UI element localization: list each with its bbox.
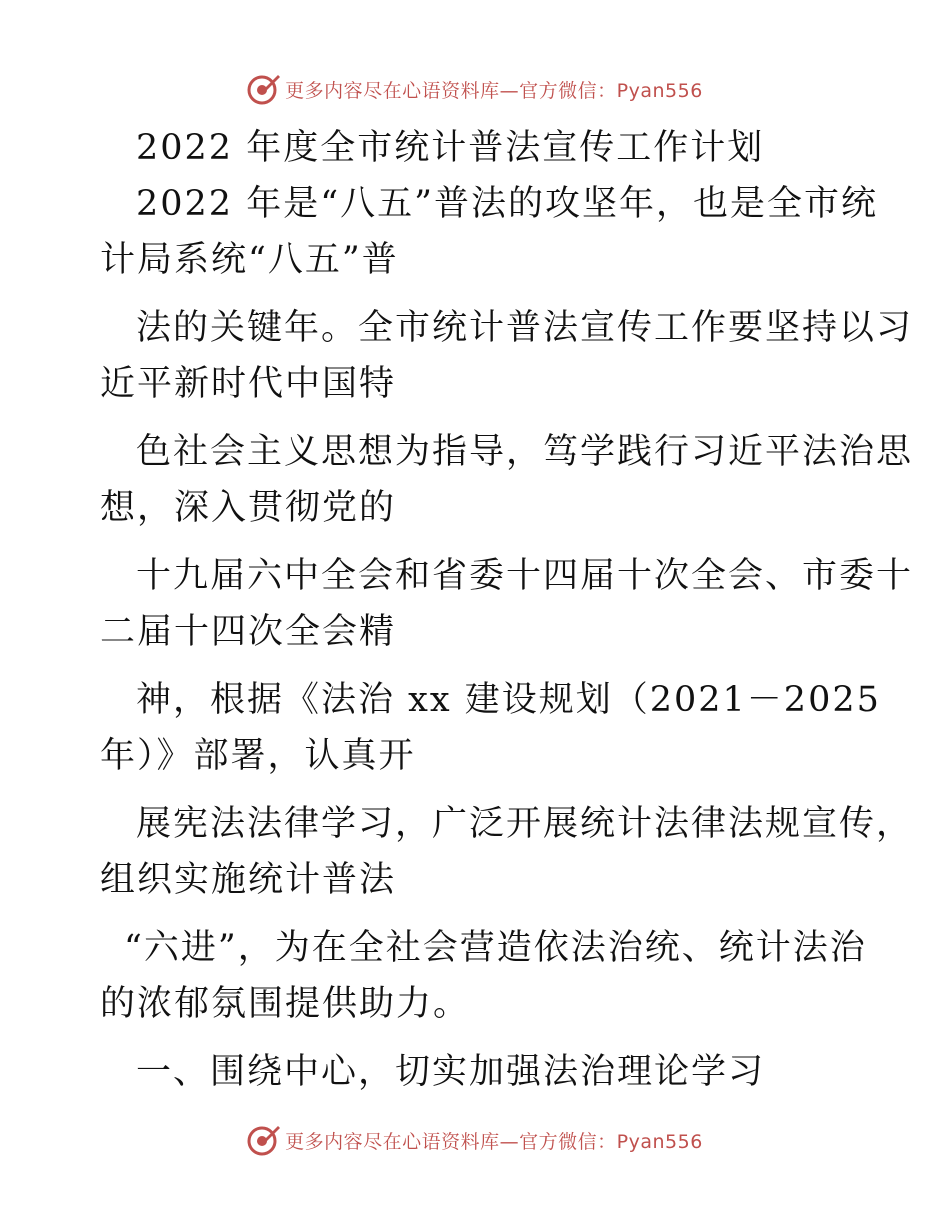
paragraph-line: “六进”，为在全社会营造依法治统、统计法治 <box>124 928 867 968</box>
paragraph-line: 神，根据《法治 xx 建设规划（2021－2025 <box>136 680 881 720</box>
paragraph-line: 近平新时代中国特 <box>100 364 397 404</box>
paragraph-line: 2022 年是“八五”普法的攻坚年，也是全市统 <box>136 184 878 224</box>
paragraph-line: 的浓郁氛围提供助力。 <box>100 984 471 1024</box>
brush-logo-icon <box>247 72 281 106</box>
section-heading: 一、围绕中心，切实加强法治理论学习 <box>136 1052 766 1092</box>
brush-logo-icon <box>247 1123 281 1157</box>
paragraph-line: 色社会主义思想为指导，笃学践行习近平法治思 <box>136 432 914 472</box>
watermark-footer <box>0 1123 950 1157</box>
paragraph-line: 组织实施统计普法 <box>100 860 397 900</box>
watermark-text: 更多内容尽在心语资料库—官方微信：Pyan556 <box>285 1130 703 1153</box>
paragraph-line: 二届十四次全会精 <box>100 612 397 652</box>
document-title: 2022 年度全市统计普法宣传工作计划 <box>136 128 765 168</box>
paragraph-line: 展宪法法律学习，广泛开展统计法律法规宣传， <box>136 804 914 844</box>
document-body <box>100 120 914 1100</box>
paragraph-line: 想，深入贯彻党的 <box>100 488 397 528</box>
paragraph-line: 计局系统“八五”普 <box>100 240 399 280</box>
watermark-text: 更多内容尽在心语资料库—官方微信：Pyan556 <box>285 79 703 102</box>
paragraph-line: 年）》部署，认真开 <box>100 736 416 776</box>
paragraph-line: 法的关键年。全市统计普法宣传工作要坚持以习 <box>136 308 914 348</box>
paragraph-line: 十九届六中全会和省委十四届十次全会、市委十 <box>136 556 914 596</box>
watermark-header <box>0 72 950 106</box>
